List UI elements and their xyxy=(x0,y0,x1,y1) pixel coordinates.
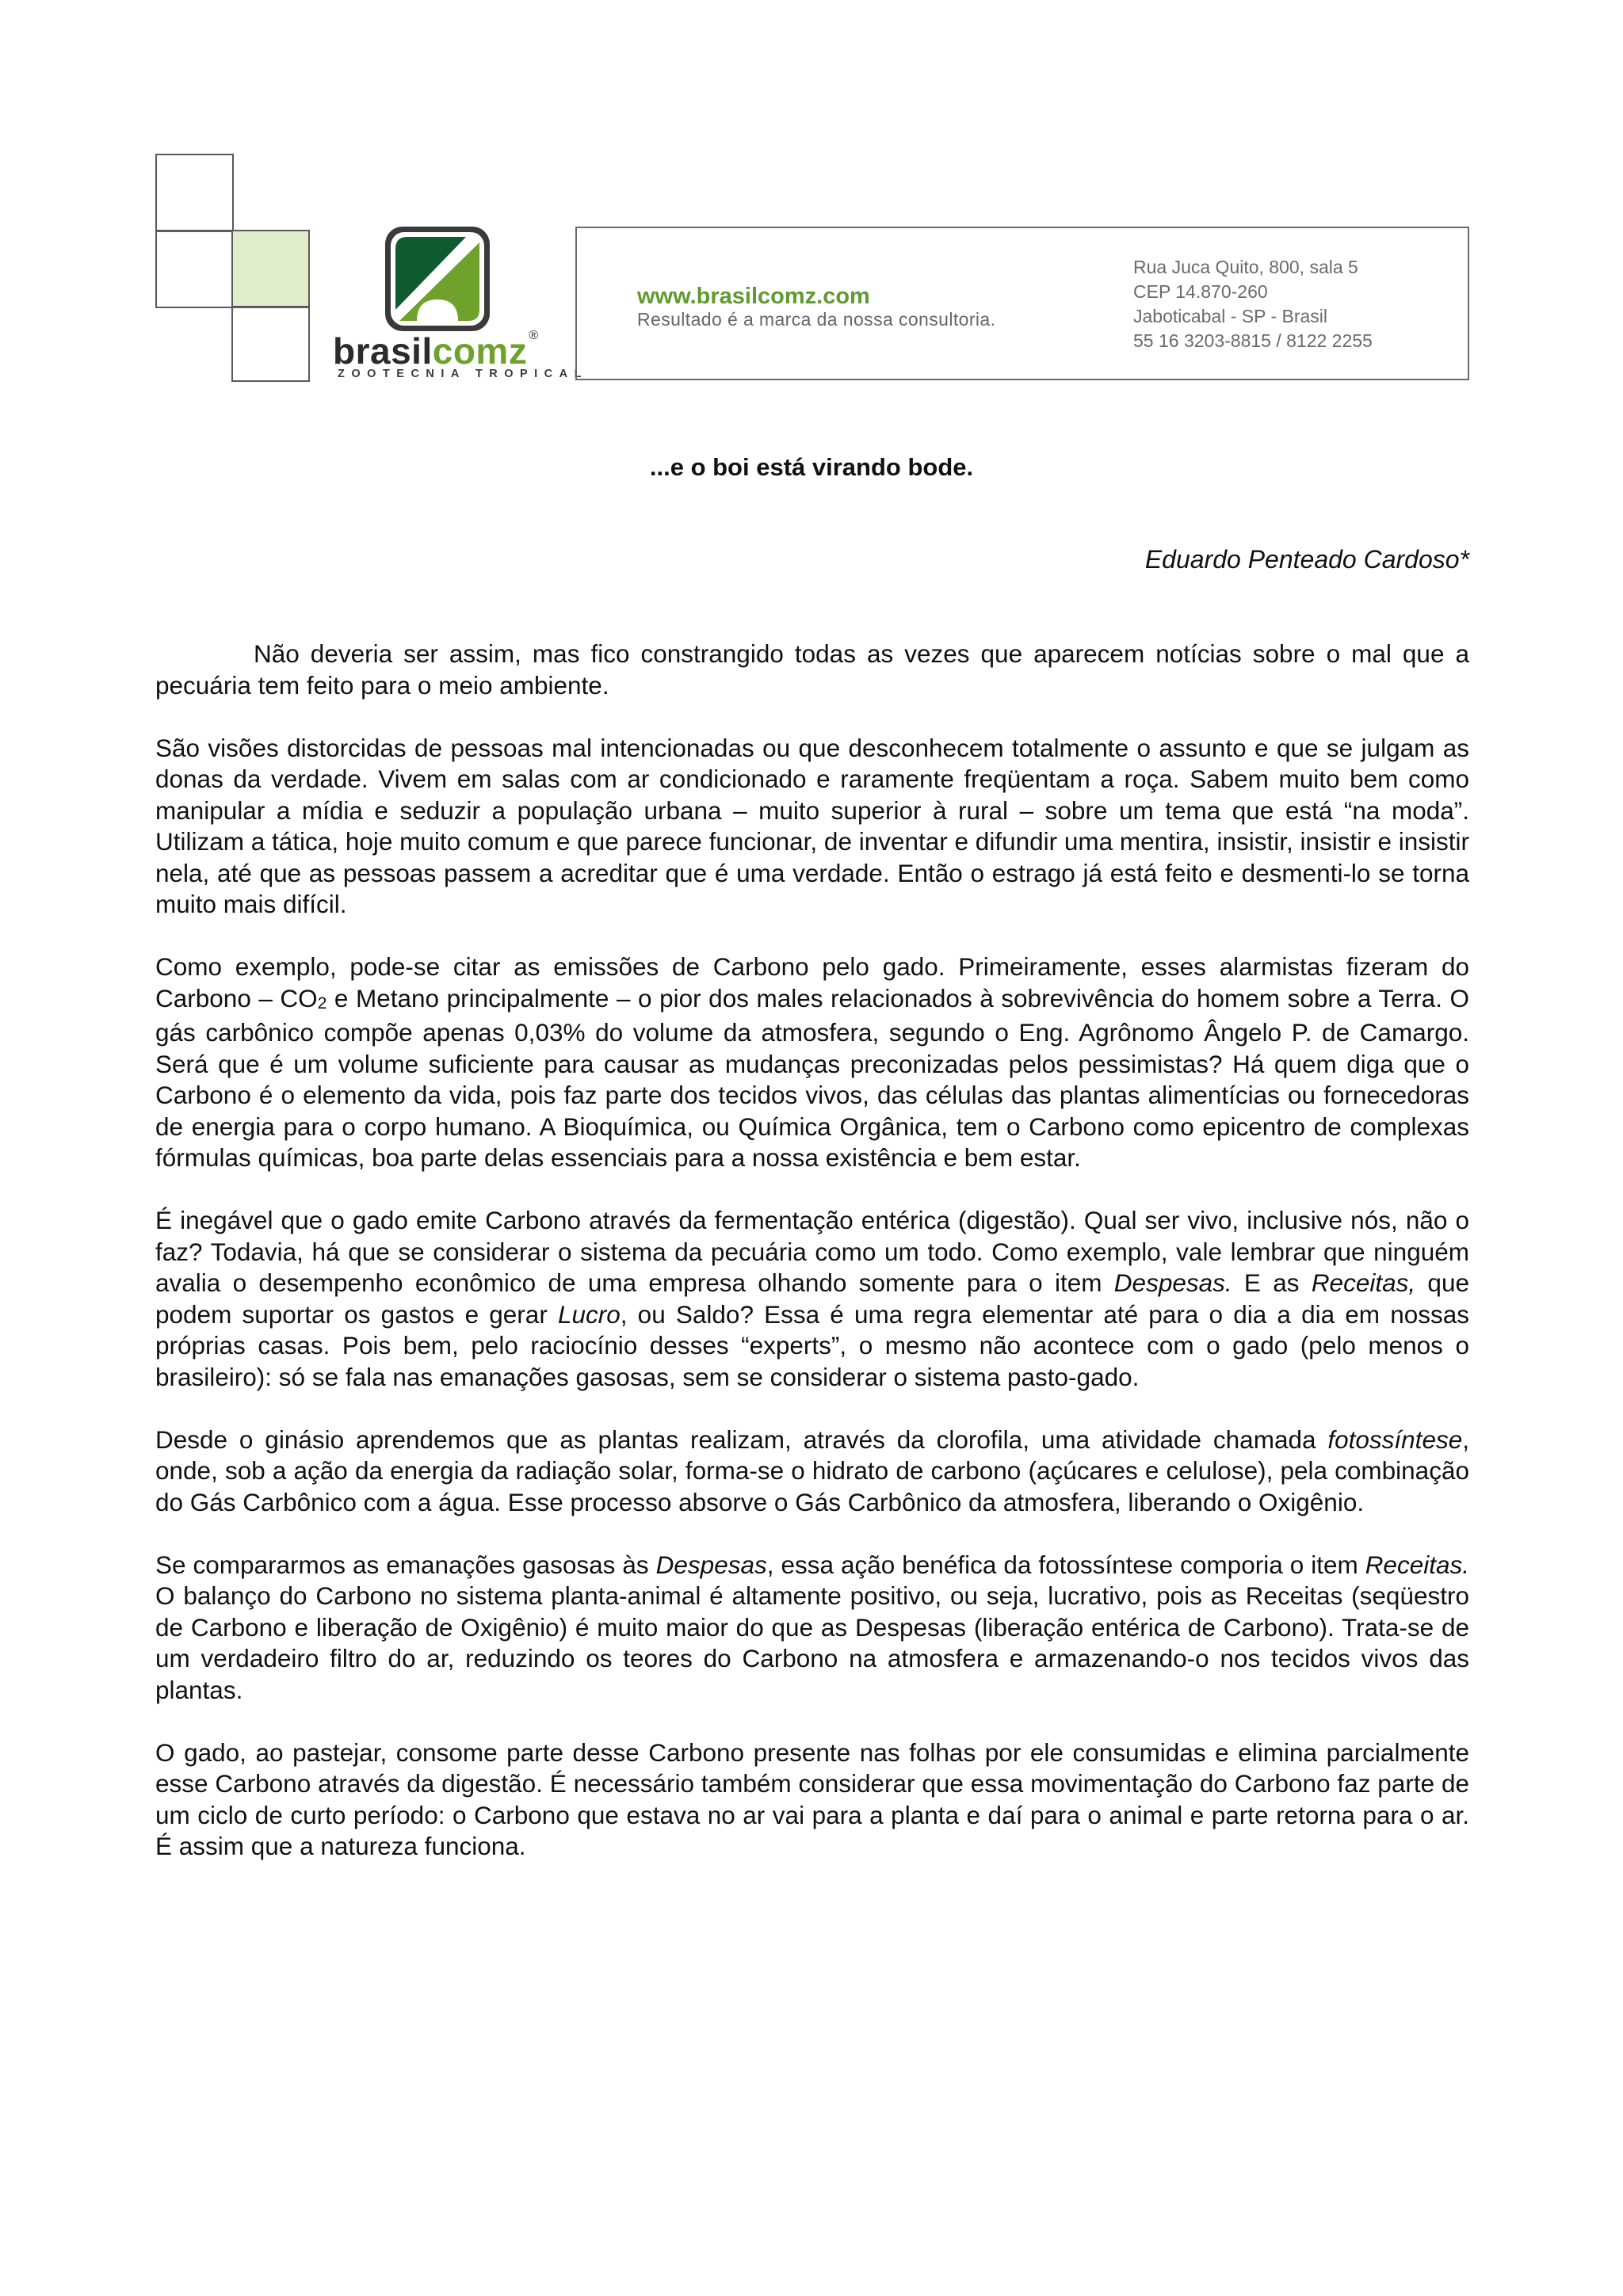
slogan: Resultado é a marca da nossa consultoria. xyxy=(637,309,996,330)
brand-name: brasilcomz ® xyxy=(333,329,539,372)
article-author: Eduardo Penteado Cardoso* xyxy=(1144,545,1469,574)
address-line: Rua Juca Quito, 800, sala 5 xyxy=(1133,257,1358,277)
address-line: Jaboticabal - SP - Brasil xyxy=(1133,306,1328,326)
decor-square xyxy=(155,154,234,232)
article-body xyxy=(155,639,1469,1894)
article-title: ...e o boi está virando bode. xyxy=(649,453,974,481)
paragraph: Não deveria ser assim, mas fico constrangido todas as vezes que aparecem notícias sobre o mal que a pecuária tem feito para o meio ambiente. xyxy=(155,639,1469,700)
paragraph: O gado, ao pastejar, consome parte desse Carbono presente nas folhas por ele consumidas e elimina parcialmente esse Carbono através da digestão. É necessário também considerar que essa movimentação do Carbono faz parte de um ciclo de curto período: o Carbono que estava no ar vai para a planta e daí para o animal e parte retorna para o ar. É assim que a natureza funciona. xyxy=(155,1737,1469,1860)
contact-address xyxy=(1133,255,1373,353)
paragraph: São visões distorcidas de pessoas mal intencionadas ou que desconhecem totalmente o assunto e que se julgam as donas da verdade. Vivem em salas com ar condicionado e raramente freqüentam a roça. Sabem muito bem como manipular a mídia e seduzir a população urbana – muito superior à rural – sobre um tema que está “na moda”. Utilizam a tática, hoje muito comum e que parece funcionar, de inventar e difundir uma mentira, insistir, insistir e insistir nela, até que as pessoas passem a acreditar que é uma verdade. Então o estrago já está feito e desmenti-lo se torna muito mais difícil. xyxy=(155,733,1469,918)
brand-tagline: ZOOTECNIA TROPICAL xyxy=(338,368,588,380)
website-link[interactable]: www.brasilcomz.com xyxy=(637,284,870,309)
address-line: 55 16 3203-8815 / 8122 2255 xyxy=(1133,330,1373,351)
decor-square xyxy=(231,306,310,382)
paragraph: Desde o ginásio aprendemos que as plantas realizam, através da clorofila, uma atividade chamada fotossíntese, onde, sob a ação da energia da radiação solar, forma-se o hidrato de carbono (açúcares e celulose), pela combinação do Gás Carbônico com a água. Esse processo absorve o Gás Carbônico da atmosfera, liberando o Oxigênio. xyxy=(155,1425,1469,1516)
address-line: CEP 14.870-260 xyxy=(1133,281,1268,302)
decor-square-green xyxy=(231,230,310,308)
paragraph: Como exemplo, pode-se citar as emissões de Carbono pelo gado. Primeiramente, esses alarmistas fizeram do Carbono – $CO_2$ e Metano principalmente – o pior dos males relacionados à sobrevivência do homem sobre a Terra. O gás carbônico compõe apenas 0,03% do volume da atmosfera, segundo o Eng. Agrônomo Ângelo P. de Camargo. Será que é um volume suficiente para causar as mudanças preconizadas pelos pessimistas? Há quem diga que o Carbono é o elemento da vida, pois faz parte dos tecidos vivos, das células das plantas alimentícias ou fornecedoras de energia para o corpo humano. A Bioquímica, ou Química Orgânica, tem o Carbono como epicentro de complexas fórmulas químicas, boa parte delas essenciais para a nossa existência e bem estar. xyxy=(155,952,1469,1172)
decor-square xyxy=(155,230,234,308)
paragraph: Se compararmos as emanações gasosas às Despesas, essa ação benéfica da fotossíntese comporia o item Receitas. O balanço do Carbono no sistema planta-animal é altamente positivo, ou seja, lucrativo, pois as Receitas (seqüestro de Carbono e liberação de Oxigênio) é muito maior do que as Despesas (liberação entérica de Carbono). Trata-se de um verdadeiro filtro do ar, reduzindo os teores do Carbono na atmosfera e armazenando-o nos tecidos vivos das plantas. xyxy=(155,1550,1469,1704)
paragraph: É inegável que o gado emite Carbono através da fermentação entérica (digestão). Qual ser vivo, inclusive nós, não o faz? Todavia, há que se considerar o sistema da pecuária como um todo. Como exemplo, vale lembrar que ninguém avalia o desempenho econômico de uma empresa olhando somente para o item Despesas. E as Receitas, que podem suportar os gastos e gerar Lucro, ou Saldo? Essa é uma regra elementar até para o dia a dia em nossas próprias casas. Pois bem, pelo raciocínio desses “experts”, o mesmo não acontece com o gado (pelo menos o brasileiro): só se fala nas emanações gasosas, sem se considerar o sistema pasto-gado. xyxy=(155,1206,1469,1391)
